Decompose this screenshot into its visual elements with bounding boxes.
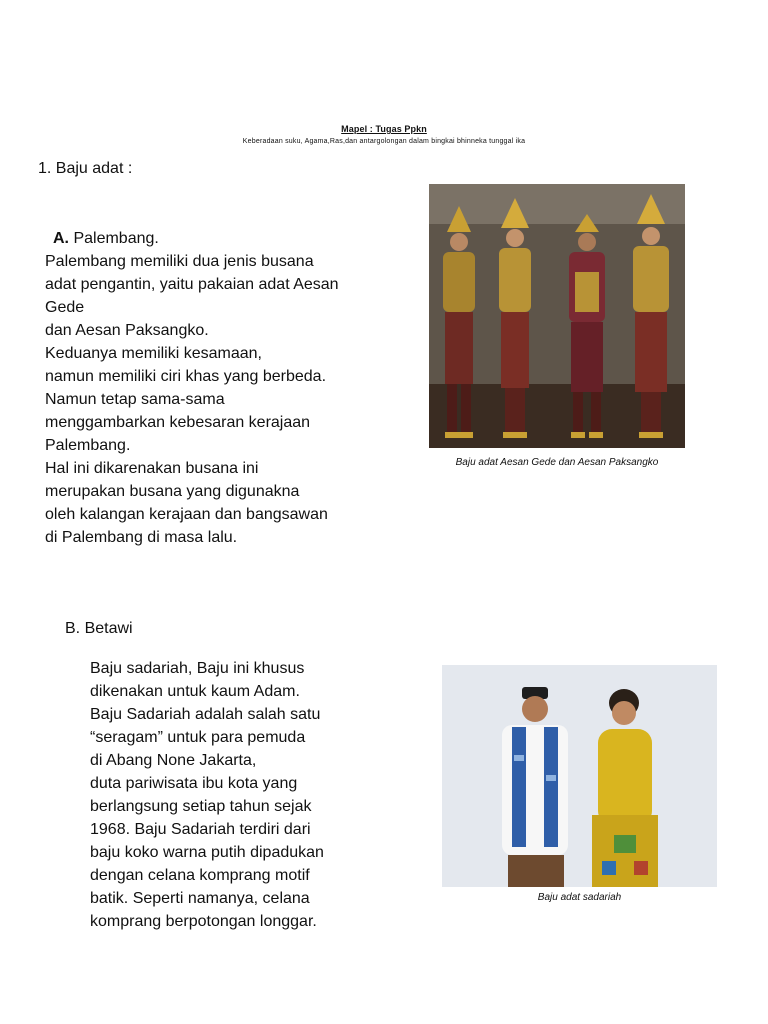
sadariah-attire-photo — [442, 665, 717, 887]
palembang-paragraph — [45, 204, 393, 572]
betawi-paragraph: Baju sadariah, Baju ini khusus dikenakan untuk kaum Adam. Baju Sadariah adalah salah satu “seragam” untuk para pemuda di Abang None Jakarta, duta pariwisata ibu kota yang berlangsung setiap tahun sejak 1968. Baju Sadariah terdiri dari baju koko warna putih dipadukan dengan celana komprang motif batik. Seperti namanya, celana komprang berpotongan longgar. — [90, 660, 324, 930]
palembang-body: Palembang memiliki dua jenis busana adat pengantin, yaitu pakaian adat Aesan Gede dan Aesan Paksangko. Keduanya memiliki kesamaan, namun memiliki ciri khas yang berbeda. Namun tetap sama-sama menggambarkan kebesaran kerajaan Palembang. Hal ini dikarenakan busana ini merupakan busana yang digunakna oleh kalangan kerajaan dan bangsawan di Palembang di masa lalu. — [45, 253, 339, 546]
page-subtitle: Keberadaan suku, Agama,Ras,dan antargolongan dalam bingkai bhinneka tunggal ika — [242, 138, 526, 145]
palembang-photo-caption: Baju adat Aesan Gede dan Aesan Paksangko — [455, 457, 659, 468]
section-heading-baju-adat: 1. Baju adat : — [38, 160, 133, 177]
palembang-attire-illustration — [429, 184, 685, 448]
section-heading-betawi: B. Betawi — [65, 620, 133, 637]
page-title: Mapel : Tugas Ppkn — [341, 124, 427, 134]
sadariah-attire-illustration — [442, 665, 717, 887]
palembang-title: Palembang. — [69, 230, 159, 247]
sadariah-photo-caption: Baju adat sadariah — [537, 892, 622, 903]
palembang-attire-photo — [429, 184, 685, 448]
palembang-letter: A. — [53, 230, 69, 247]
